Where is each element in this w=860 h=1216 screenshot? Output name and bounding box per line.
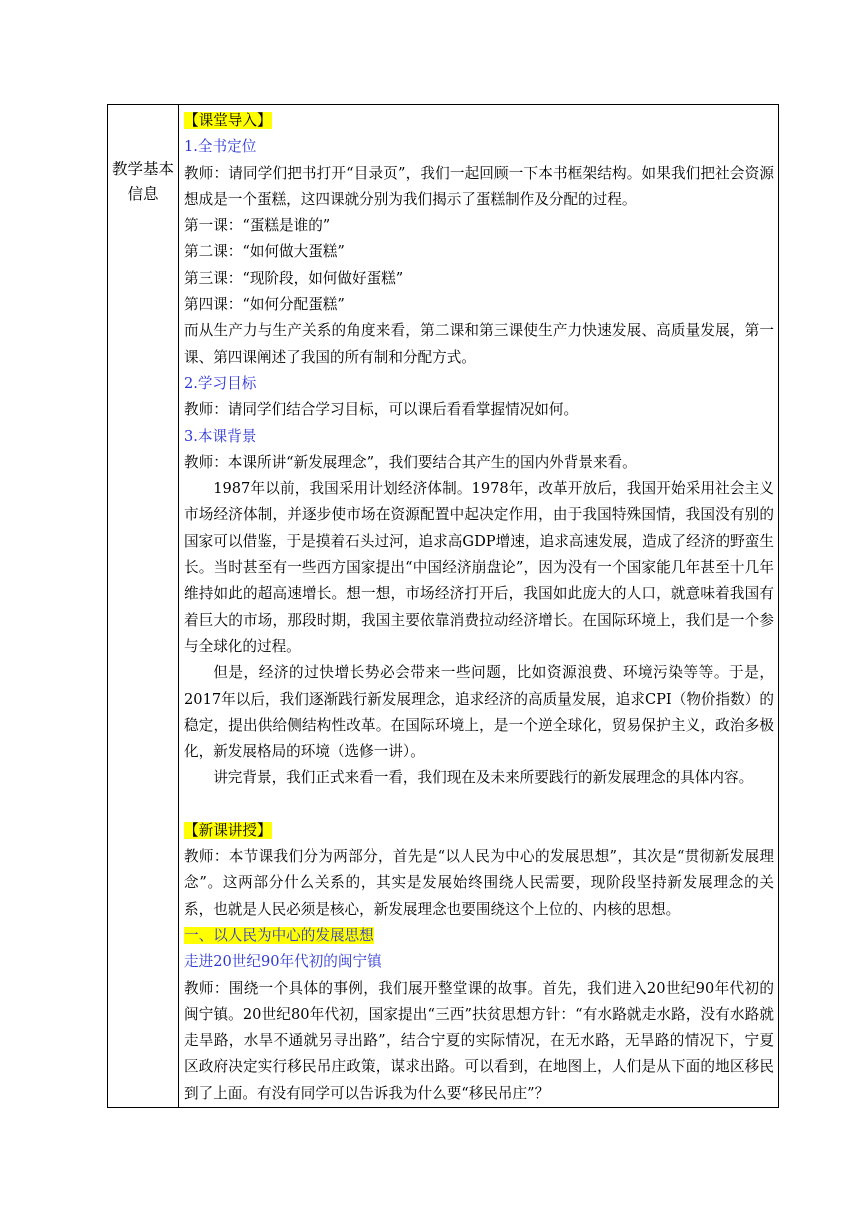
subsection-title-minning-town: 走进20世纪90年代初的闽宁镇 — [184, 953, 382, 971]
table-row — [108, 105, 779, 1108]
new-lesson-heading: 【新课讲授】 — [184, 821, 272, 839]
lesson-item-4: 第四课：“如何分配蛋糕” — [184, 296, 345, 314]
paragraph: 教师：本课所讲“新发展理念”，我们要结合其产生的国内外背景来看。 — [184, 453, 637, 471]
paragraph: 教师：围绕一个具体的事例，我们展开整堂课的故事。首先，我们进入20世纪90年代初的闽宁镇。20世纪80年代初，国家提出“三西”扶贫思想方针：“有水路就走水路，没有水路就走旱路，水旱不通就另寻出路”，结合宁夏的实际情况，在无水路，无旱路的情况下，宁夏区政府决定实行移民吊庄政策，谋求出路。可以看到，在地图上，人们是从下面的地区移民到了上面。有没有同学可以告诉我为什么要“移民吊庄”？ — [184, 979, 774, 1102]
lesson-item-3: 第三课：“现阶段，如何做好蛋糕” — [184, 269, 404, 287]
lesson-item-2: 第二课：“如何做大蛋糕” — [184, 243, 345, 261]
section-title-background: 3.本课背景 — [184, 427, 257, 445]
paragraph: 1987年以前，我国采用计划经济体制。1978年，改革开放后，我国开始采用社会主义市场经济体制，并逐步使市场在资源配置中起决定作用，由于我国特殊国情，我国没有别的国家可以借鉴，于是摸着石头过河，追求高GDP增速，追求高速发展，造成了经济的野蛮生长。当时甚至有一些西方国家提出“中国经济崩盘论”，因为没有一个国家能几年甚至十几年维持如此的超高速增长。想一想，市场经济打开后，我国如此庞大的人口，就意味着我国有着巨大的市场，那段时期，我国主要依靠消费拉动经济增长。在国际环境上，我们是一个参与全球化的过程。 — [184, 480, 774, 655]
left-label-cell — [108, 105, 179, 1108]
lesson-plan-table — [107, 104, 779, 1108]
paragraph: 教师：请同学们把书打开“目录页”，我们一起回顾一下本书框架结构。如果我们把社会资源想成是一个蛋糕，这四课就分别为我们揭示了蛋糕制作及分配的过程。 — [184, 164, 774, 208]
content-cell — [179, 105, 779, 1108]
intro-heading: 【课堂导入】 — [184, 112, 272, 129]
paragraph: 但是，经济的过快增长势必会带来一些问题，比如资源浪费、环境污染等等。于是，2017年以后，我们逐渐践行新发展理念，追求经济的高质量发展，追求CPI（物价指数）的稳定，提出供给侧结构性改革。在国际环境上，是一个逆全球化，贸易保护主义，政治多极化，新发展格局的环境（选修一讲）。 — [184, 664, 774, 761]
paragraph: 教师：本节课我们分为两部分，首先是“以人民为中心的发展思想”，其次是“贯彻新发展理念”。这两部分什么关系的，其实是发展始终围绕人民需要，现阶段坚持新发展理念的关系，也就是人民必须是核心，新发展理念也要围绕这个上位的、内核的思想。 — [184, 848, 774, 918]
blank-line — [184, 792, 774, 818]
paragraph: 而从生产力与生产关系的角度来看，第二课和第三课使生产力快速发展、高质量发展，第一课、第四课阐述了我国的所有制和分配方式。 — [184, 322, 774, 366]
row-label: 教学基本信息 — [112, 160, 175, 203]
section-title-book-position: 1.全书定位 — [184, 138, 257, 156]
part-title-people-centered: 一、以人民为中心的发展思想 — [184, 926, 374, 944]
section-title-learning-goals: 2.学习目标 — [184, 374, 257, 392]
lesson-item-1: 第一课：“蛋糕是谁的” — [184, 217, 331, 235]
paragraph: 讲完背景，我们正式来看一看，我们现在及未来所要践行的新发展理念的具体内容。 — [213, 769, 754, 787]
paragraph: 教师：请同学们结合学习目标，可以课后看看掌握情况如何。 — [184, 401, 579, 419]
